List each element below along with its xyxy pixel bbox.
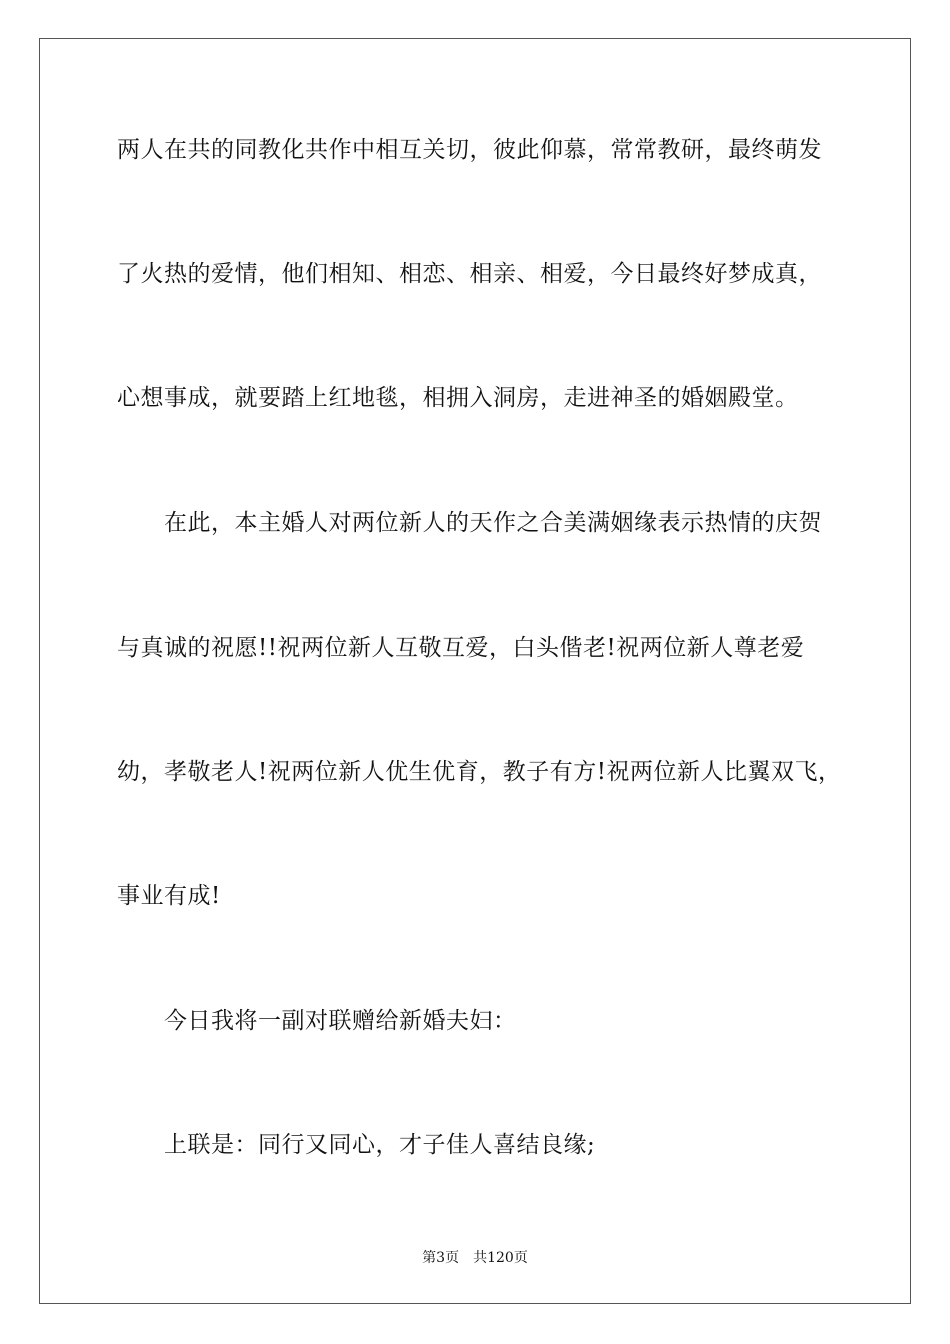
paragraph-line: 心想事成，就要踏上红地毯，相拥入洞房，走进神圣的婚姻殿堂。: [117, 385, 799, 411]
paragraph-line: 上联是：同行又同心，才子佳人喜结良缘;: [164, 1132, 596, 1158]
paragraph-line: 与真诚的祝愿!!祝两位新人互敬互爱，白头偕老!祝两位新人尊老爱: [117, 635, 805, 661]
page-frame: [39, 38, 911, 1304]
page-footer: [0, 1247, 950, 1267]
page-total: 共120页: [473, 1250, 528, 1266]
paragraph-line: 今日我将一副对联赠给新婚夫妇：: [164, 1008, 517, 1034]
paragraph-line: 事业有成!: [117, 883, 221, 909]
page-number: 第3页: [422, 1250, 460, 1266]
paragraph-line: 两人在共的同教化共作中相互关切，彼此仰慕，常常教研，最终萌发: [117, 137, 822, 163]
paragraph-line: 在此，本主婚人对两位新人的天作之合美满姻缘表示热情的庆贺: [164, 510, 822, 536]
paragraph-line: 幼，孝敬老人!祝两位新人优生优育，教子有方!祝两位新人比翼双飞，: [117, 759, 842, 785]
paragraph-line: 了火热的爱情，他们相知、相恋、相亲、相爱，今日最终好梦成真，: [117, 261, 822, 287]
